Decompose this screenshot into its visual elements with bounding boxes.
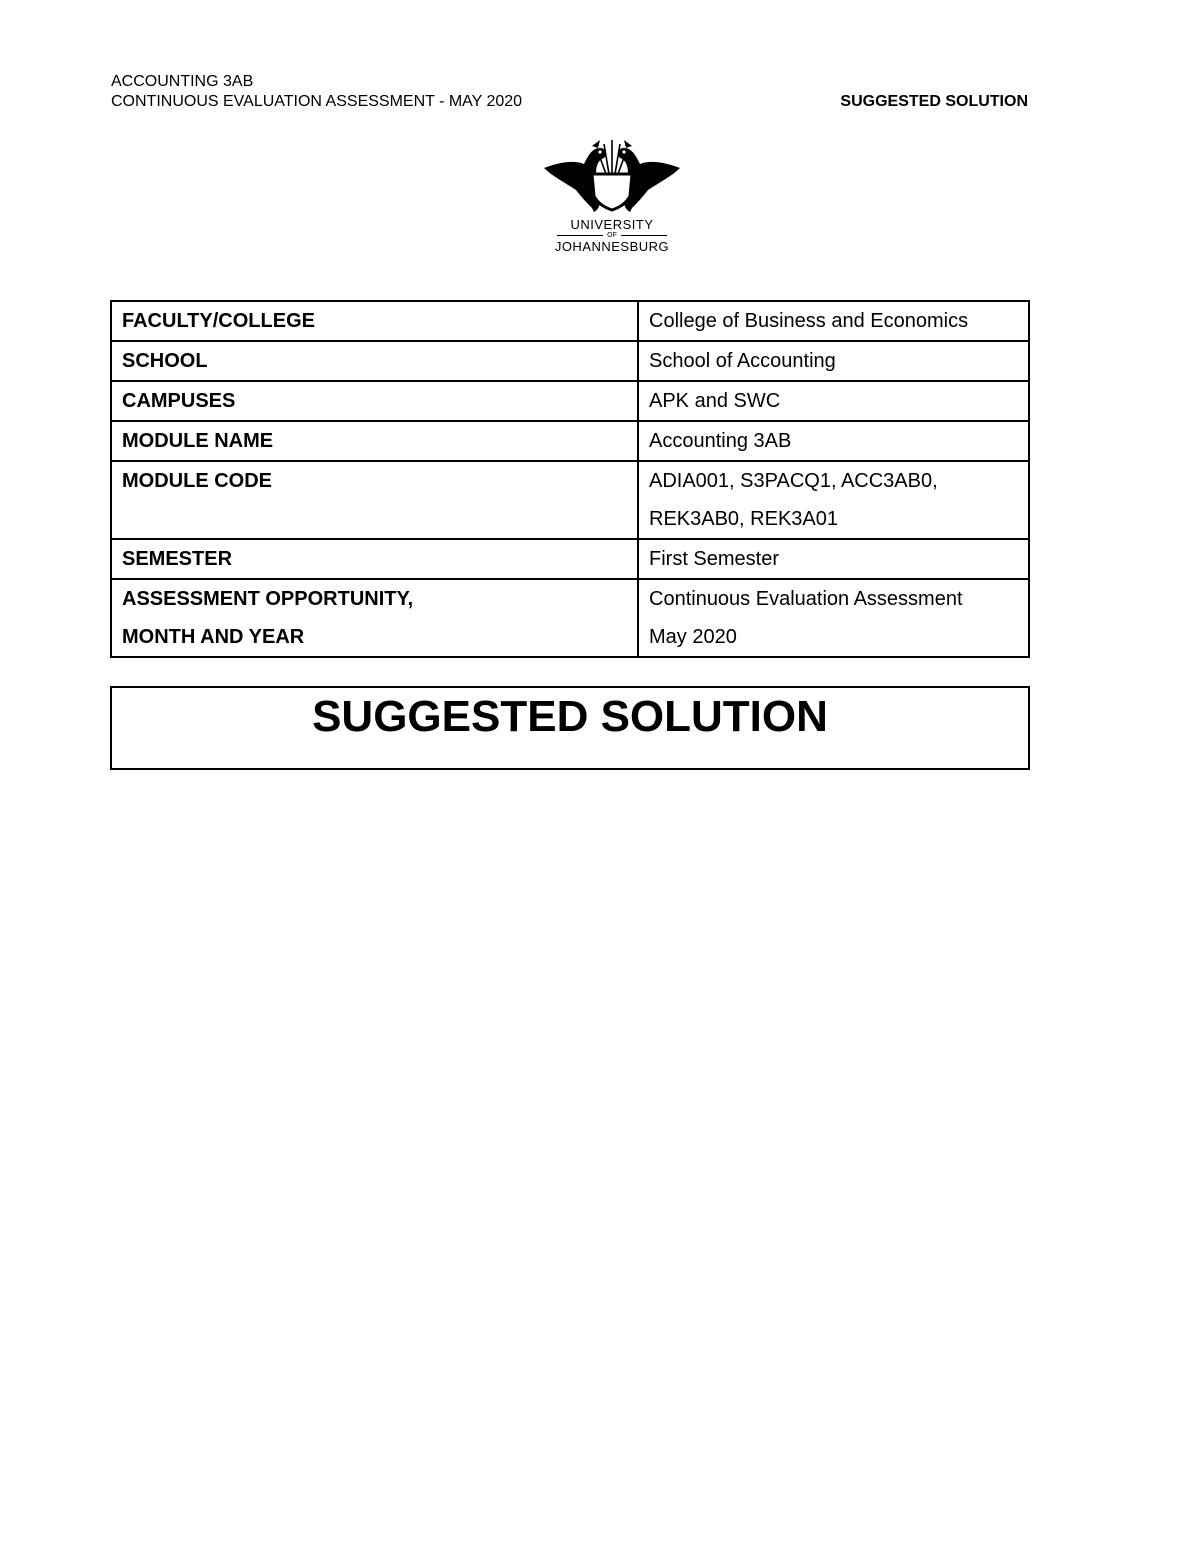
university-logo [540, 134, 684, 253]
course-title: ACCOUNTING 3AB [111, 73, 254, 90]
assessment-title: CONTINUOUS EVALUATION ASSESSMENT - MAY 2020 [111, 93, 523, 110]
table-row [111, 539, 1029, 579]
row-label-line2: MONTH AND YEAR [122, 626, 305, 648]
row-label: SCHOOL [111, 341, 638, 381]
row-label: FACULTY/COLLEGE [111, 301, 638, 341]
row-value-line2: REK3AB0, REK3A01 [649, 508, 838, 530]
module-info-table [110, 300, 1030, 658]
row-value [638, 579, 1029, 657]
table-row [111, 341, 1029, 381]
row-value-line1: ADIA001, S3PACQ1, ACC3AB0, [649, 470, 938, 492]
row-value: College of Business and Economics [638, 301, 1029, 341]
logo-of-text: OF [540, 231, 684, 240]
university-crest-icon [540, 134, 684, 218]
row-label-line1: ASSESSMENT OPPORTUNITY, [122, 588, 414, 610]
row-label: SEMESTER [111, 539, 638, 579]
header-tag: SUGGESTED SOLUTION [840, 93, 1028, 110]
table-row [111, 461, 1029, 539]
solution-title-box [110, 686, 1030, 770]
table-row [111, 421, 1029, 461]
row-value: First Semester [638, 539, 1029, 579]
logo-university-text: UNIVERSITY [570, 217, 654, 232]
row-label: CAMPUSES [111, 381, 638, 421]
row-label: MODULE NAME [111, 421, 638, 461]
table-row [111, 579, 1029, 657]
row-label: MODULE CODE [111, 461, 638, 539]
table-row [111, 301, 1029, 341]
row-value [638, 461, 1029, 539]
row-value-line1: Continuous Evaluation Assessment [649, 588, 963, 610]
logo-johannesburg-text: JOHANNESBURG [554, 239, 670, 254]
page-header [111, 72, 522, 112]
table-row [111, 381, 1029, 421]
row-value: Accounting 3AB [638, 421, 1029, 461]
row-label [111, 579, 638, 657]
solution-title: SUGGESTED SOLUTION [312, 692, 828, 741]
row-value: APK and SWC [638, 381, 1029, 421]
row-value: School of Accounting [638, 341, 1029, 381]
row-value-line2: May 2020 [649, 626, 737, 648]
